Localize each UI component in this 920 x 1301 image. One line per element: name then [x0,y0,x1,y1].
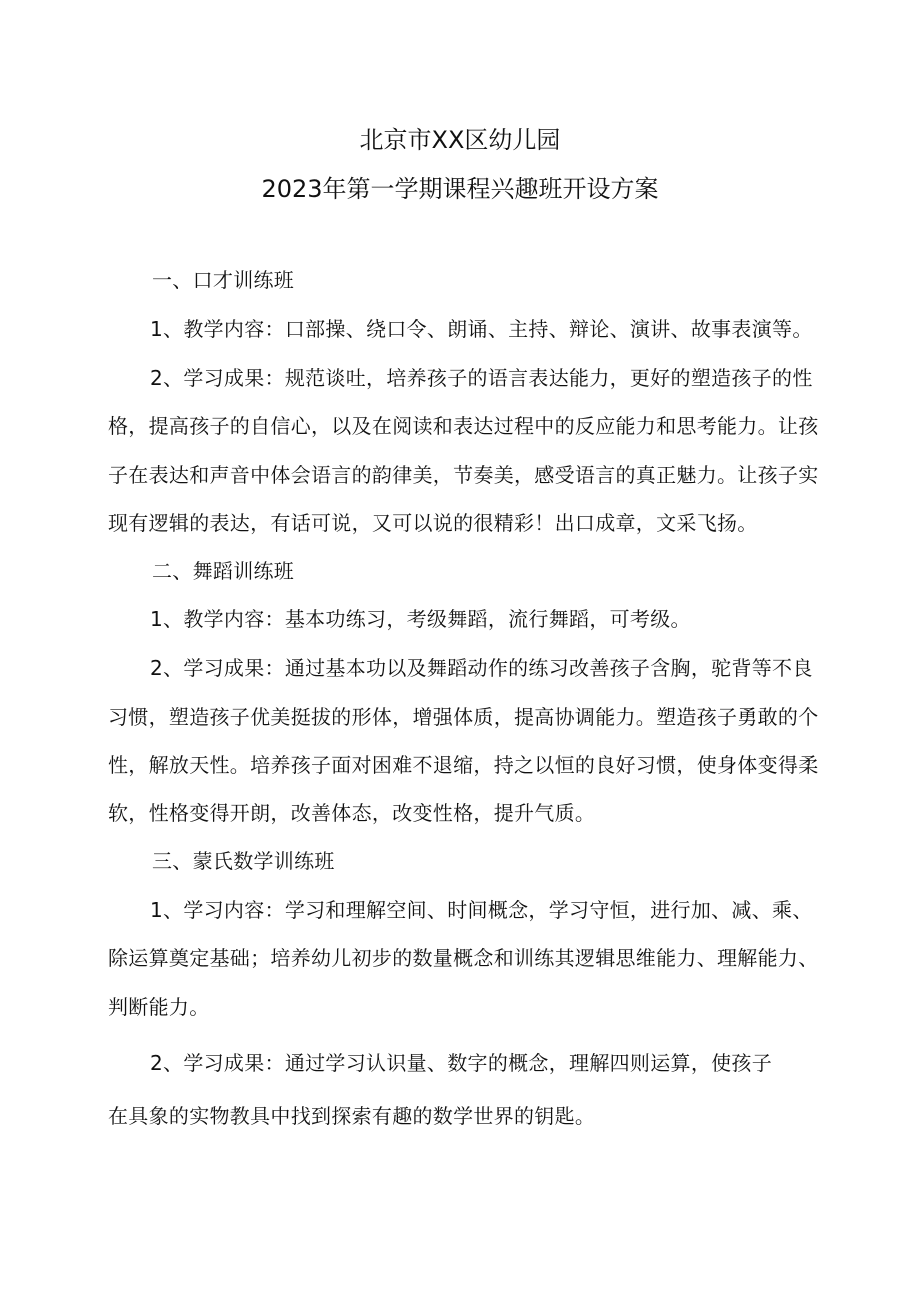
document-title-line2: 2023年第一学期课程兴趣班开设方案 [261,175,659,203]
section-heading-dance: 二、舞蹈训练班 [152,559,295,583]
section-heading-math: 三、蒙氏数学训练班 [152,849,335,873]
paragraph-line: 性，解放天性。培养孩子面对困难不退缩，持之以恒的良好习惯，使身体变得柔 [108,753,819,777]
paragraph-line: 2、学习成果：通过学习认识量、数字的概念，理解四则运算，使孩子 [150,1051,773,1075]
paragraph-line: 1、学习内容：学习和理解空间、时间概念，学习守恒，进行加、减、乘、 [150,898,813,922]
document-title-line1: 北京市XX区幼儿园 [359,126,561,154]
paragraph-line: 习惯，塑造孩子优美挺拔的形体，增强体质，提高协调能力。塑造孩子勇敢的个 [108,705,819,729]
paragraph-line: 子在表达和声音中体会语言的韵律美，节奏美，感受语言的真正魅力。让孩子实 [108,463,819,487]
section-heading-speech: 一、口才训练班 [152,268,295,292]
paragraph-line: 1、教学内容：口部操、绕口令、朗诵、主持、辩论、演讲、故事表演等。 [150,317,813,341]
paragraph-line: 判断能力。 [108,995,210,1019]
paragraph-line: 格，提高孩子的自信心，以及在阅读和表达过程中的反应能力和思考能力。让孩 [108,414,819,438]
paragraph-line: 2、学习成果：规范谈吐，培养孩子的语言表达能力，更好的塑造孩子的性 [150,366,813,390]
paragraph-line: 在具象的实物教具中找到探索有趣的数学世界的钥匙。 [108,1104,596,1128]
paragraph-line: 除运算奠定基础；培养幼儿初步的数量概念和训练其逻辑思维能力、理解能力、 [108,946,819,970]
paragraph-line: 软，性格变得开朗，改善体态，改变性格，提升气质。 [108,801,596,825]
paragraph-line: 现有逻辑的表达，有话可说，又可以说的很精彩！出口成章，文采飞扬。 [108,511,758,535]
paragraph-line: 2、学习成果：通过基本功以及舞蹈动作的练习改善孩子含胸，驼背等不良 [150,656,813,680]
paragraph-line: 1、教学内容：基本功练习，考级舞蹈，流行舞蹈，可考级。 [150,607,691,631]
